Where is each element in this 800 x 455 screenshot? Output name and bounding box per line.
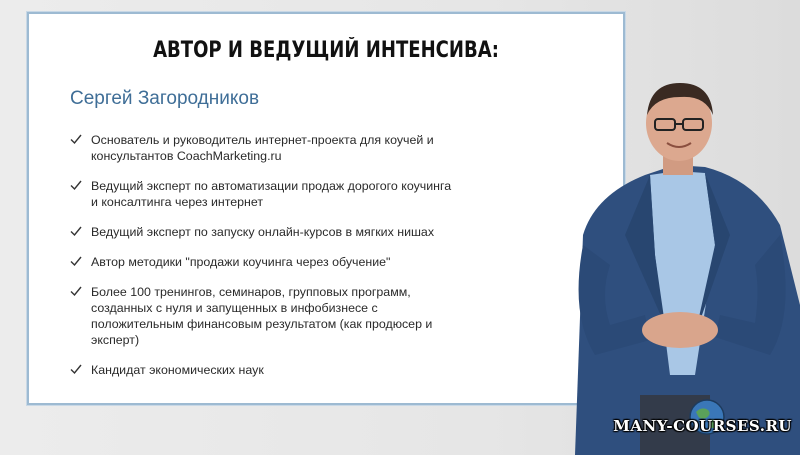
author-name: Сергей Загородников bbox=[70, 88, 260, 109]
list-item bbox=[70, 132, 460, 164]
check-icon bbox=[70, 285, 82, 297]
bullet-list bbox=[70, 132, 460, 392]
check-icon bbox=[70, 225, 82, 237]
bullet-text: Кандидат экономических наук bbox=[91, 363, 264, 377]
check-icon bbox=[70, 255, 82, 267]
check-icon bbox=[70, 363, 82, 375]
bullet-text: Автор методики "продажи коучинга через обучение" bbox=[91, 255, 391, 269]
bullet-text: Более 100 тренингов, семинаров, групповых программ, созданных с нуля и запущенных в инфобизнесе с положительным финансовым результатом (как продюсер и эксперт) bbox=[91, 285, 433, 347]
list-item bbox=[70, 254, 460, 270]
author-photo bbox=[555, 75, 800, 455]
list-item bbox=[70, 178, 460, 210]
list-item bbox=[70, 284, 460, 348]
author-card bbox=[27, 12, 625, 405]
bullet-text: Ведущий эксперт по запуску онлайн-курсов в мягких нишах bbox=[91, 225, 435, 239]
check-icon bbox=[70, 133, 82, 145]
bullet-text: Ведущий эксперт по автоматизации продаж дорогого коучинга и консалтинга через интернет bbox=[91, 179, 452, 209]
list-item bbox=[70, 362, 460, 378]
bullet-text: Основатель и руководитель интернет-проекта для коучей и консультантов CoachMarketing.ru bbox=[91, 133, 434, 163]
list-item bbox=[70, 224, 460, 240]
watermark-text: MANY-COURSES.RU bbox=[613, 417, 792, 435]
slide-title: АВТОР И ВЕДУЩИЙ ИНТЕНСИВА: bbox=[153, 38, 499, 63]
check-icon bbox=[70, 179, 82, 191]
